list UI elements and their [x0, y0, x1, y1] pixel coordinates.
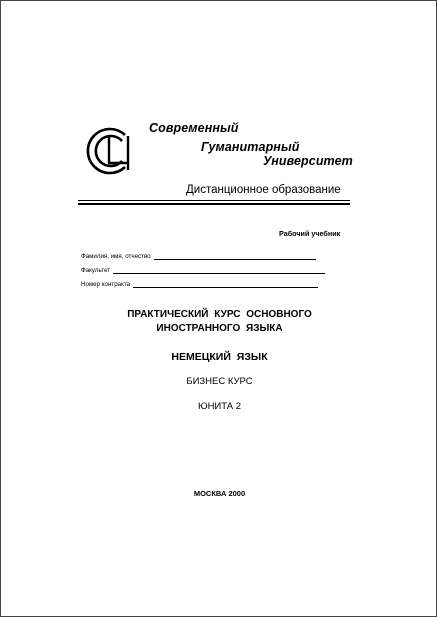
language-title: НЕМЕЦКИЙ ЯЗЫК	[171, 351, 268, 363]
distance-education-subtitle: Дистанционное образование	[186, 184, 341, 196]
unit-number: ЮНИТА 2	[197, 401, 242, 412]
header-divider-thick	[78, 203, 350, 205]
brand-line-2: Гуманитарный	[201, 140, 300, 154]
field-contract-number	[81, 281, 318, 288]
field-blank-line	[113, 268, 325, 274]
workbook-label: Рабочий учебник	[279, 229, 341, 238]
course-title-line-1: ПРАКТИЧЕСКИЙ КУРС ОСНОВНОГО	[127, 309, 312, 320]
city-year: МОСКВА 2000	[193, 489, 246, 498]
university-logo-icon	[85, 122, 143, 180]
field-label: Номер контракта	[81, 281, 131, 288]
field-label: Фамилия, имя, отчество	[81, 253, 151, 260]
field-full-name	[81, 253, 316, 260]
header-divider-thin	[78, 200, 350, 201]
field-blank-line	[154, 254, 316, 260]
course-title-line-2: ИНОСТРАННОГО ЯЗЫКА	[156, 323, 283, 334]
field-faculty	[81, 267, 325, 274]
course-name: БИЗНЕС КУРС	[186, 376, 253, 387]
brand-line-1: Современный	[149, 121, 239, 135]
field-label: Факультет	[81, 267, 111, 274]
brand-line-3: Университет	[263, 154, 353, 168]
field-blank-line	[133, 282, 318, 288]
